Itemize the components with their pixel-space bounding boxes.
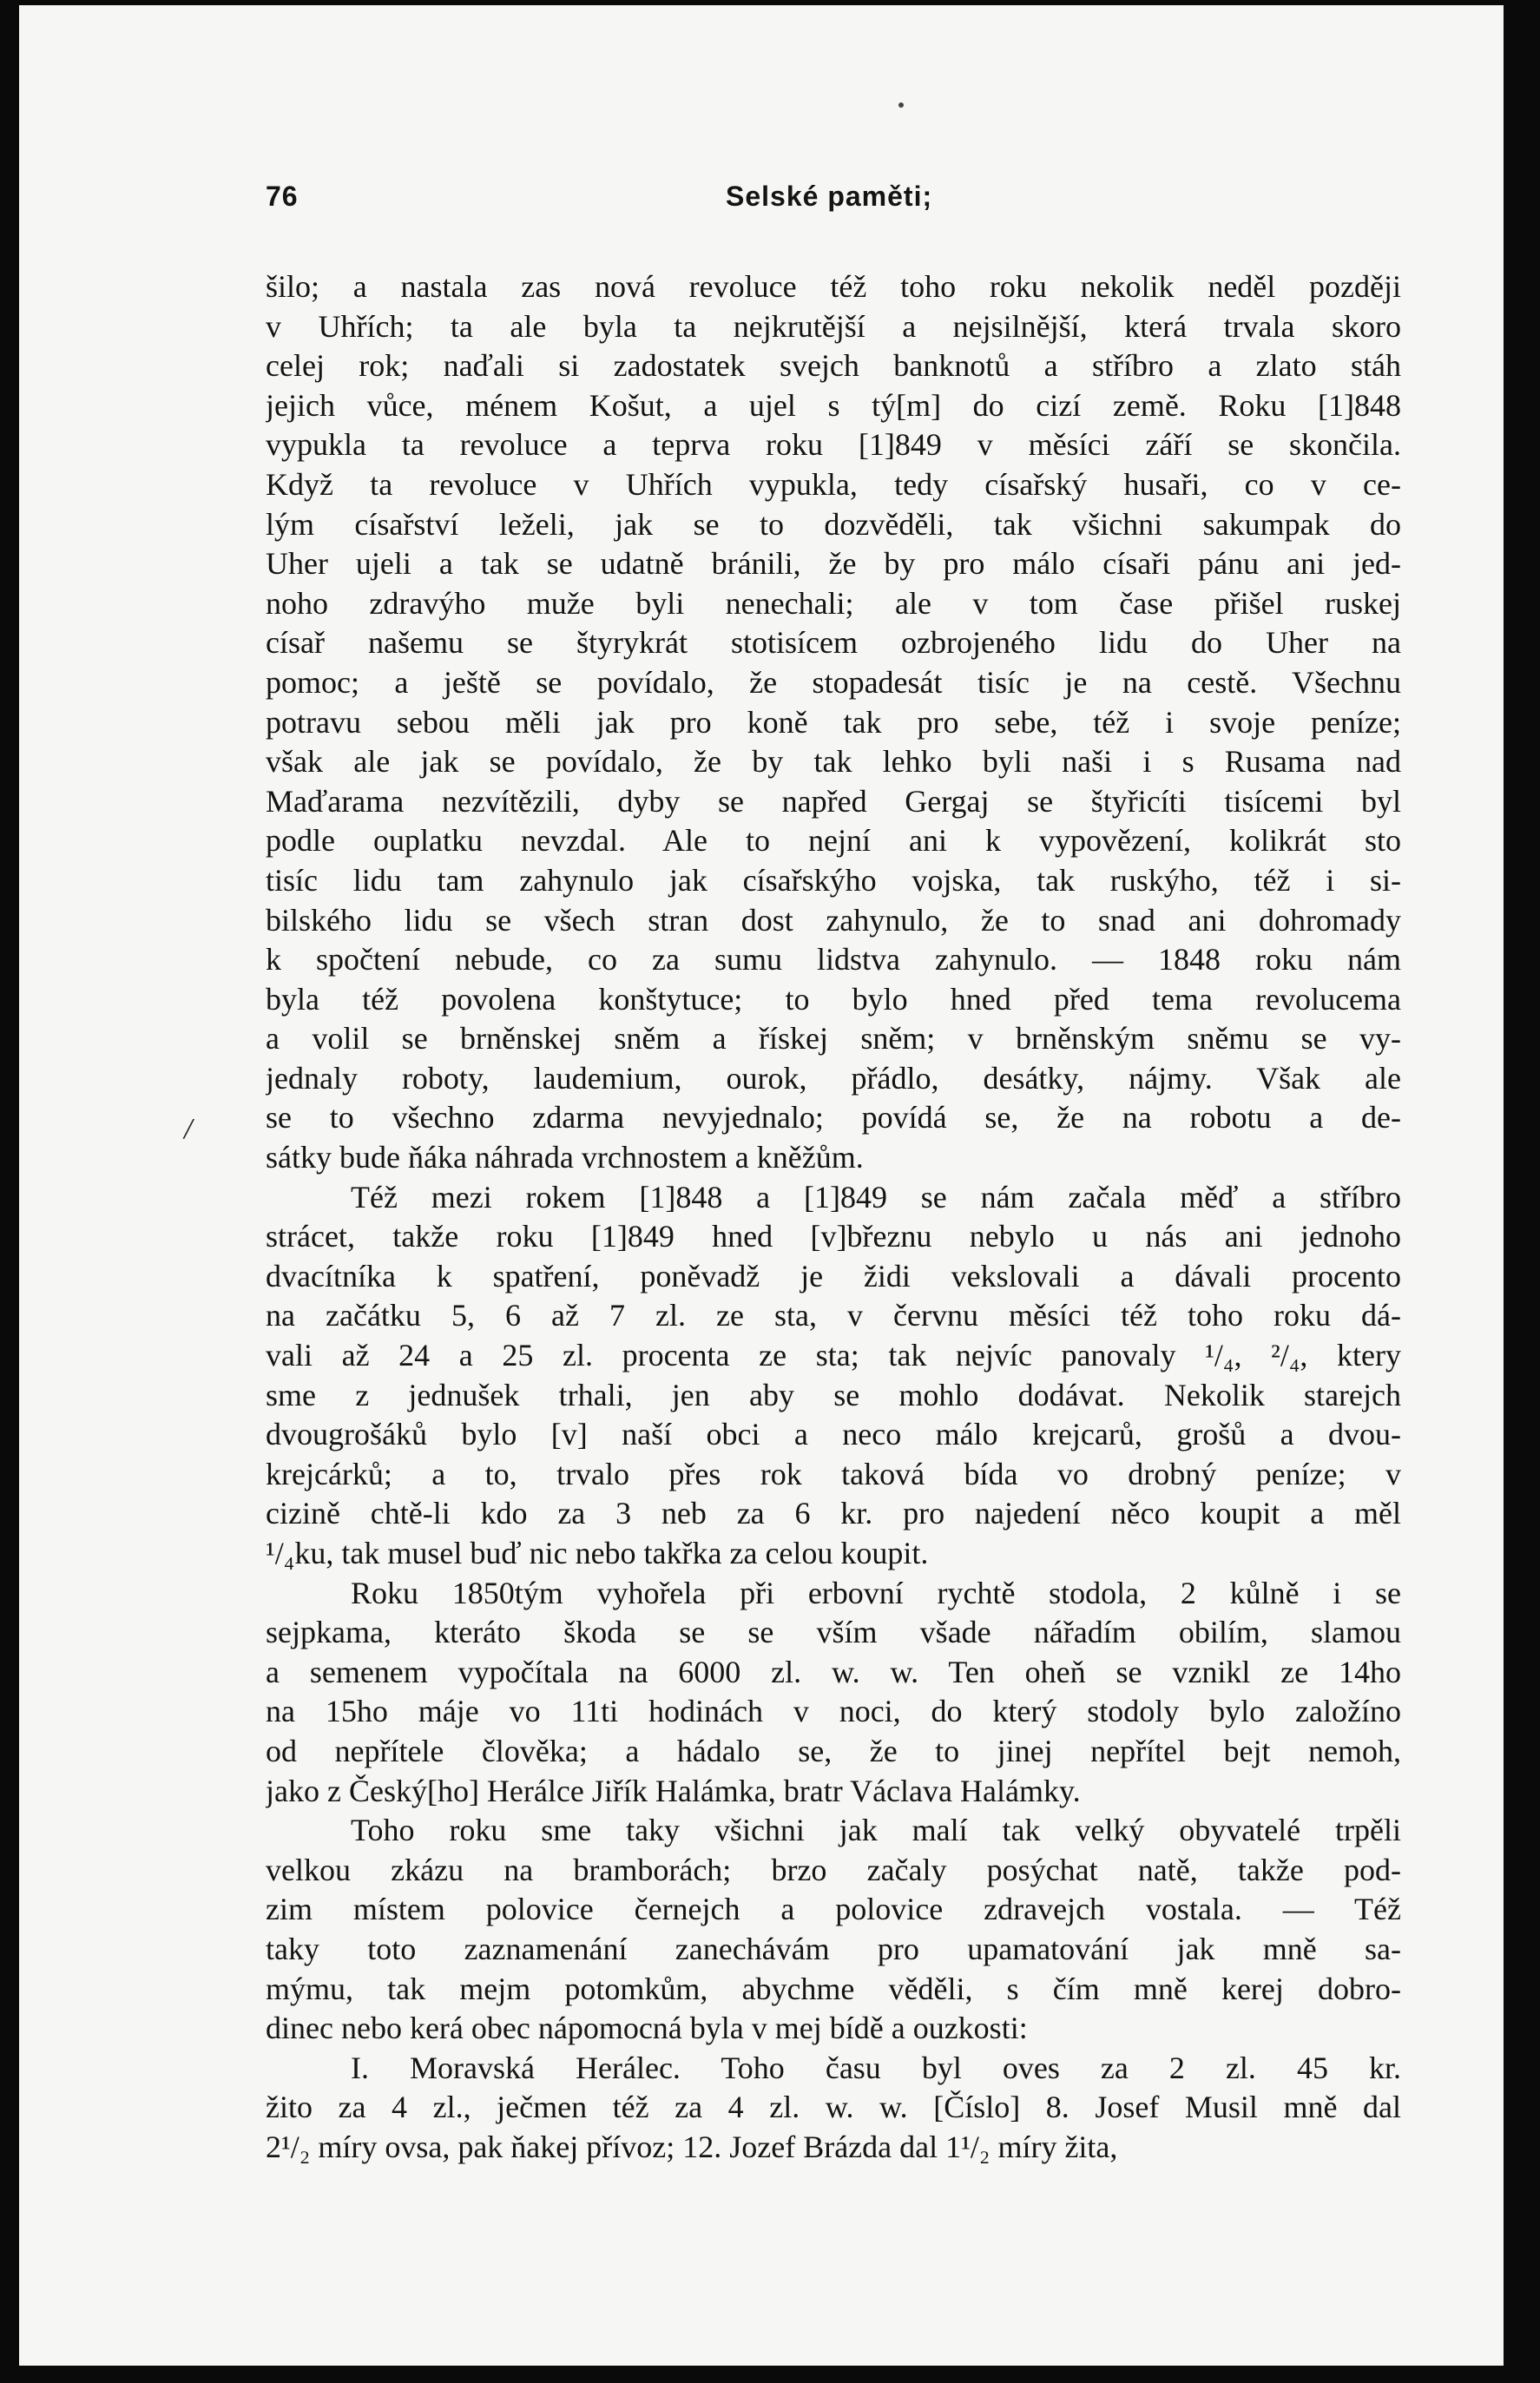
text-line: bilského lidu se všech stran dost zahynulo, že to snad ani dohromady: [266, 902, 1401, 938]
paragraph: [266, 267, 1401, 1178]
text-line: cizině chtě-li kdo za 3 neb za 6 kr. pro najedení něco koupit a měl: [266, 1496, 1401, 1531]
text-line: vali až 24 a 25 zl. procenta ze sta; tak nejvíc panovaly ¹/₄, ²/₄, ktery: [266, 1338, 1401, 1373]
text-line: Uher ujeli a tak se udatně bránili, že by pro málo císaři pánu ani jed-: [266, 546, 1401, 582]
text-line: I. Moravská Herálec. Toho času byl oves za 2 zl. 45 kr.: [351, 2050, 1401, 2085]
text-line: šilo; a nastala zas nová revoluce též toho roku nekolik neděl později: [266, 269, 1401, 304]
text-line: Toho roku sme taky všichni jak malí tak velký obyvatelé trpěli: [351, 1813, 1401, 1848]
text-line: a semenem vypočítala na 6000 zl. w. w. Ten oheň se vznikl ze 14ho: [266, 1654, 1401, 1689]
text-line: tisíc lidu tam zahynulo jak císařskýho vojska, tak ruskýho, též i si-: [266, 862, 1401, 898]
page-number: 76: [266, 181, 299, 212]
body-text: [266, 267, 1401, 2168]
text-line: taky toto zaznamenání zanechávám pro upamatování jak mně sa-: [266, 1931, 1401, 1966]
text-line: vypukla ta revoluce a teprva roku [1]849 v měsíci září se skončila.: [266, 427, 1401, 463]
text-line: dvacítníka k spatření, poněvadž je židi vekslovali a dávali procento: [266, 1258, 1401, 1294]
text-line: na začátku 5, 6 až 7 zl. ze sta, v červnu měsíci též toho roku dá-: [266, 1298, 1401, 1333]
scan-speck: [898, 102, 904, 108]
paragraph: [266, 1811, 1401, 2049]
text-line: sátky bude ňáka náhrada vrchnostem a kněžům.: [266, 1140, 864, 1175]
paragraph: [266, 1178, 1401, 1574]
text-line: dvougrošáků bylo [v] naší obci a neco málo krejcarů, grošů a dvou-: [266, 1417, 1401, 1452]
text-line: Maďarama nezvítězili, dyby se napřed Gergaj se štyřicíti tisícemi byl: [266, 783, 1401, 819]
text-line: sme z jednušek trhali, jen aby se mohlo dodávat. Nekolik starejch: [266, 1377, 1401, 1412]
text-line: se to všechno zdarma nevyjednalo; povídá se, že na robotu a de-: [266, 1100, 1401, 1136]
text-line: lým císařství leželi, jak se to dozvěděli, tak všichni sakumpak do: [266, 506, 1401, 542]
text-line: jednaly roboty, laudemium, ourok, přádlo, desátky, nájmy. Však ale: [266, 1060, 1401, 1096]
text-line: a volil se brněnskej sněm a řískej sněm; v brněnským sněmu se vy-: [266, 1021, 1401, 1057]
text-line: celej rok; naďali si zadostatek svejch banknotů a stříbro a zlato stáh: [266, 348, 1401, 384]
text-line: od nepřítele člověka; a hádalo se, že to jinej nepřítel bejt nemoh,: [266, 1733, 1401, 1768]
text-line: 2¹/₂ míry ovsa, pak ňakej přívoz; 12. Jozef Brázda dal 1¹/₂ míry žita,: [266, 2129, 1118, 2164]
scan-border-left: [0, 0, 19, 2383]
text-line: Když ta revoluce v Uhřích vypukla, tedy císařský husaři, co v ce-: [266, 466, 1401, 502]
text-line: císař našemu se štyrykrát stotisícem ozbrojeného lidu do Uher na: [266, 625, 1401, 661]
text-line: zim místem polovice černejch a polovice zdravejch vostala. — Též: [266, 1892, 1401, 1927]
text-line: byla též povolena konštytuce; to bylo hned před tema revolucema: [266, 981, 1401, 1017]
page-header: [266, 181, 1401, 222]
text-line: potravu sebou měli jak pro koně tak pro sebe, též i svoje peníze;: [266, 704, 1401, 740]
scan-border-bottom: [0, 2366, 1540, 2383]
text-line: strácet, takže roku [1]849 hned [v]březnu nebylo u nás ani jednoho: [266, 1219, 1401, 1254]
scan-border-right: [1504, 0, 1540, 2383]
text-line: žito za 4 zl., ječmen též za 4 zl. w. w. [Číslo] 8. Josef Musil mně dal: [266, 2090, 1401, 2125]
text-line: ¹/₄ku, tak musel buď nic nebo takřka za celou koupit.: [266, 1536, 929, 1570]
margin-mark: /: [184, 1113, 193, 1145]
text-line: však ale jak se povídalo, že by tak lehko byli naši i s Rusama nad: [266, 744, 1401, 780]
text-line: krejcárků; a to, trvalo přes rok taková bída vo drobný peníze; v: [266, 1456, 1401, 1491]
text-line: na 15ho máje vo 11ti hodinách v noci, do který stodoly bylo založíno: [266, 1694, 1401, 1729]
text-line: dinec nebo kerá obec nápomocná byla v mej bídě a ouzkosti:: [266, 2011, 1028, 2046]
text-line: Roku 1850tým vyhořela při erbovní rychtě stodola, 2 kůlně i se: [351, 1575, 1401, 1610]
text-line: mýmu, tak mejm potomkům, abychme věděli, s čím mně kerej dobro-: [266, 1971, 1401, 2006]
text-line: jako z Český[ho] Herálce Jiřík Halámka, bratr Václava Halámky.: [266, 1773, 1081, 1808]
paragraph: [266, 2049, 1401, 2168]
text-line: k spočtení nebude, co za sumu lidstva zahynulo. — 1848 roku nám: [266, 942, 1401, 978]
text-line: velkou zkázu na bramborách; brzo začaly posýchat natě, takže pod-: [266, 1852, 1401, 1887]
text-line: podle ouplatku nevzdal. Ale to nejní ani k vypovězení, kolikrát sto: [266, 823, 1401, 859]
text-line: pomoc; a ještě se povídalo, že stopadesát tisíc je na cestě. Všechnu: [266, 664, 1401, 700]
text-line: noho zdravýho muže byli nenechali; ale v tom čase přišel ruskej: [266, 585, 1401, 621]
text-line: sejpkama, kteráto škoda se se vším všade nářadím obilím, slamou: [266, 1615, 1401, 1650]
text-line: Též mezi rokem [1]848 a [1]849 se nám začala měď a stříbro: [351, 1179, 1401, 1215]
scan-border-top: [0, 0, 1540, 5]
running-title: Selské paměti;: [726, 181, 933, 212]
paragraph: [266, 1574, 1401, 1812]
text-line: jejich vůce, ménem Košut, a ujel s tý[m] do cizí země. Roku [1]848: [266, 387, 1401, 423]
text-line: v Uhřích; ta ale byla ta nejkrutější a nejsilnější, která trvala skoro: [266, 308, 1401, 344]
